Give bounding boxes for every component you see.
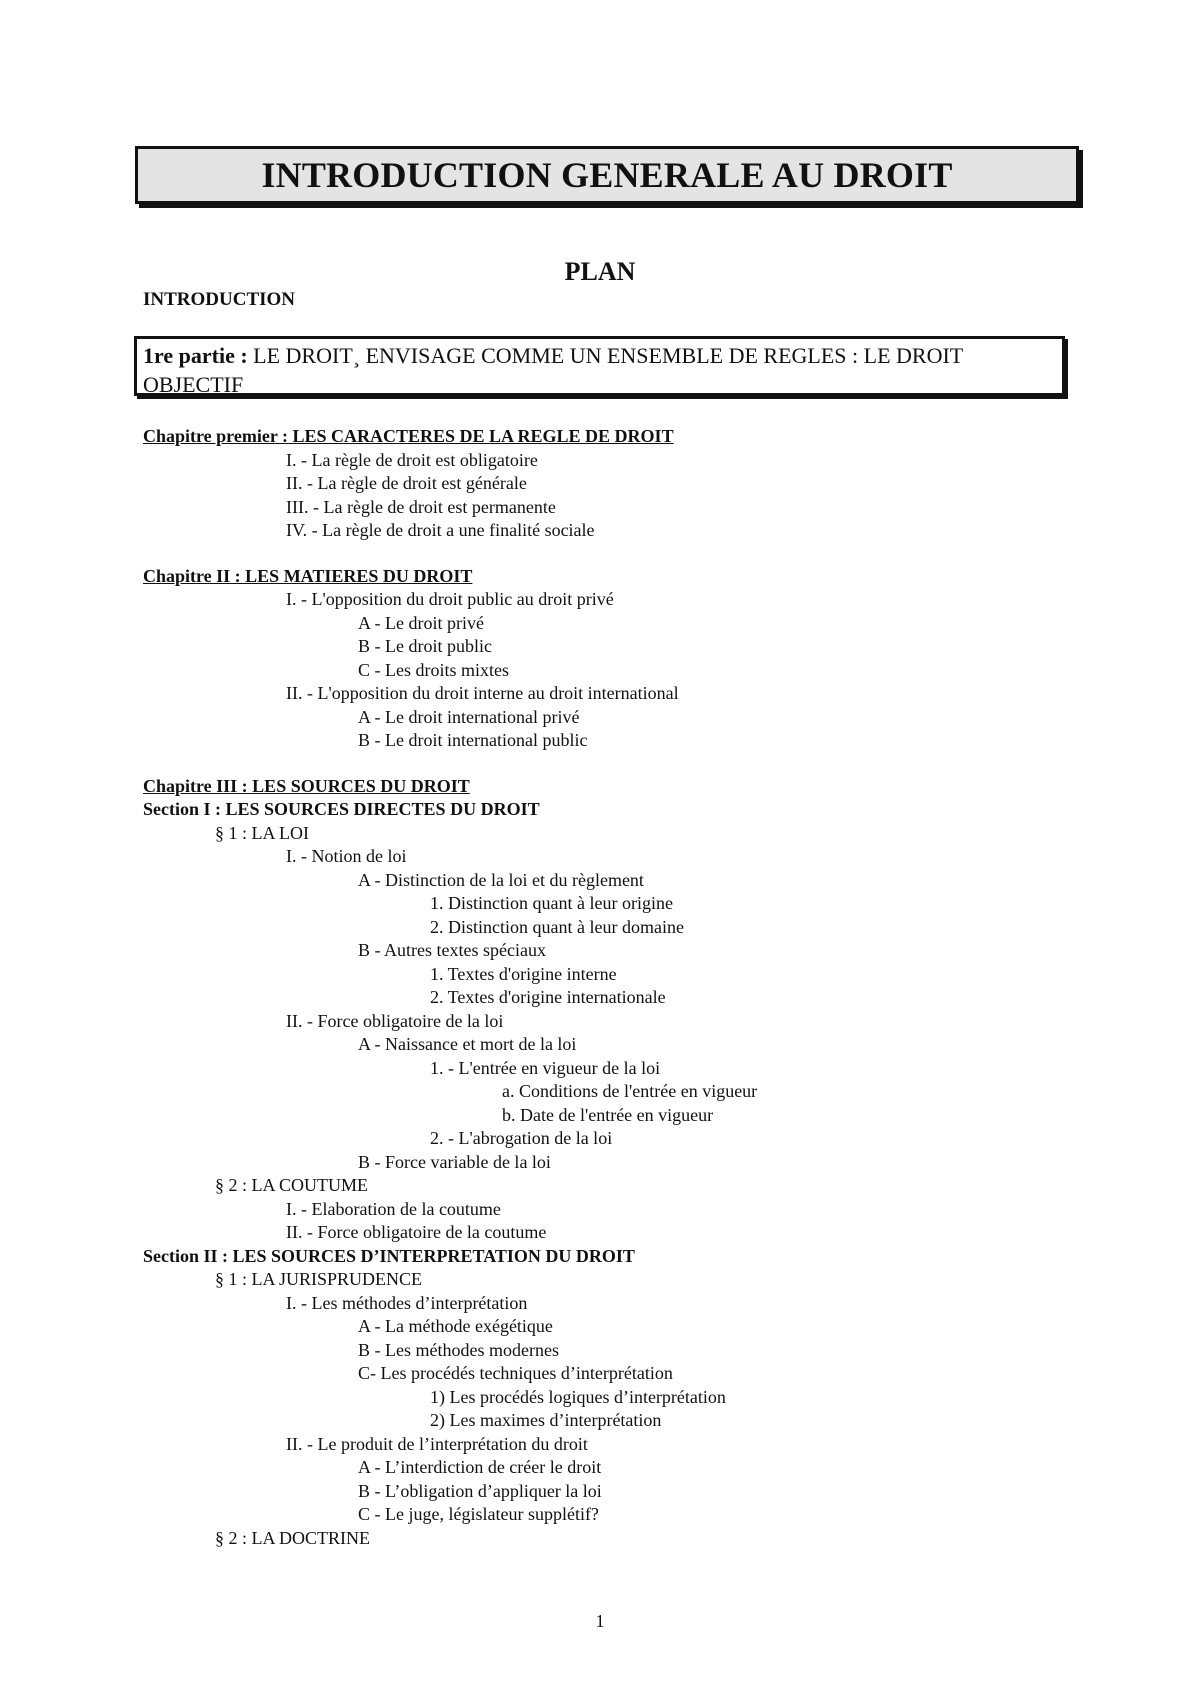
outline-item: II. - Force obligatoire de la coutume bbox=[286, 1222, 547, 1242]
outline-item: 2. - L'abrogation de la loi bbox=[430, 1128, 613, 1148]
part-heading-box bbox=[134, 336, 1065, 396]
introduction-heading: INTRODUCTION bbox=[143, 289, 296, 310]
outline-item: 1. Distinction quant à leur origine bbox=[430, 893, 673, 913]
outline-spacer bbox=[0, 543, 1200, 565]
outline-spacer bbox=[0, 753, 1200, 775]
outline-item: 1. Textes d'origine interne bbox=[430, 963, 617, 984]
outline-item: B - Le droit public bbox=[358, 636, 492, 656]
outline-item: I. - Notion de loi bbox=[286, 846, 407, 866]
outline-item: B - L’obligation d’appliquer la loi bbox=[358, 1480, 602, 1501]
outline-item: A - La méthode exégétique bbox=[358, 1316, 553, 1336]
outline-item: 2. Distinction quant à leur domaine bbox=[430, 916, 684, 937]
outline-item: II. - Le produit de l’interprétation du droit bbox=[286, 1433, 588, 1454]
outline-item: A - Naissance et mort de la loi bbox=[358, 1034, 577, 1054]
outline-item: B - Force variable de la loi bbox=[358, 1151, 551, 1172]
table-of-contents bbox=[0, 425, 1200, 1550]
outline-item: III. - La règle de droit est permanente bbox=[286, 496, 556, 517]
section-heading: Section II : LES SOURCES D’INTERPRETATION DU DROIT bbox=[143, 1245, 635, 1266]
outline-item: A - Distinction de la loi et du règlement bbox=[358, 869, 644, 890]
outline-item: 2. Textes d'origine internationale bbox=[430, 987, 666, 1007]
outline-item: B - Le droit international public bbox=[358, 730, 588, 750]
outline-item: II. - La règle de droit est générale bbox=[286, 473, 527, 493]
paragraph-heading: § 1 : LA JURISPRUDENCE bbox=[215, 1269, 423, 1289]
outline-item: C - Le juge, législateur supplétif? bbox=[358, 1504, 599, 1524]
outline-item: I. - Les méthodes d’interprétation bbox=[286, 1292, 528, 1313]
outline-item: A - Le droit privé bbox=[358, 612, 484, 633]
chapter-heading: Chapitre III : LES SOURCES DU DROIT bbox=[143, 775, 470, 796]
chapter-heading: Chapitre premier : LES CARACTERES DE LA REGLE DE DROIT bbox=[143, 426, 674, 446]
outline-item: I. - Elaboration de la coutume bbox=[286, 1198, 501, 1219]
outline-item: b. Date de l'entrée en vigueur bbox=[502, 1104, 714, 1125]
outline-item: II. - L'opposition du droit interne au droit international bbox=[286, 683, 679, 703]
plan-heading: PLAN bbox=[564, 257, 636, 286]
outline-item: A - L’interdiction de créer le droit bbox=[358, 1457, 602, 1477]
page-number: 1 bbox=[595, 1611, 605, 1631]
outline-item: 1) Les procédés logiques d’interprétation bbox=[430, 1386, 726, 1407]
part-label: 1re partie : bbox=[143, 343, 248, 368]
outline-item: A - Le droit international privé bbox=[358, 706, 580, 727]
outline-item: II. - Force obligatoire de la loi bbox=[286, 1010, 504, 1031]
document-title: INTRODUCTION GENERALE AU DROIT bbox=[261, 155, 953, 195]
part-title: LE DROIT¸ ENVISAGE COMME UN ENSEMBLE DE REGLES : LE DROIT OBJECTIF bbox=[143, 343, 963, 397]
outline-item: 2) Les maximes d’interprétation bbox=[430, 1410, 662, 1430]
outline-item: B - Les méthodes modernes bbox=[358, 1339, 559, 1360]
paragraph-heading: § 1 : LA LOI bbox=[215, 822, 309, 843]
outline-item: IV. - La règle de droit a une finalité sociale bbox=[286, 520, 595, 540]
outline-item: C - Les droits mixtes bbox=[358, 659, 509, 680]
section-heading: Section I : LES SOURCES DIRECTES DU DROIT bbox=[143, 799, 540, 819]
outline-item: 1. - L'entrée en vigueur de la loi bbox=[430, 1057, 661, 1078]
outline-item: B - Autres textes spéciaux bbox=[358, 940, 546, 960]
outline-item: I. - La règle de droit est obligatoire bbox=[286, 449, 538, 470]
chapter-heading: Chapitre II : LES MATIERES DU DROIT bbox=[143, 565, 473, 586]
document-title-box bbox=[135, 146, 1079, 204]
outline-item: I. - L'opposition du droit public au droit privé bbox=[286, 589, 614, 609]
outline-item: a. Conditions de l'entrée en vigueur bbox=[502, 1081, 758, 1101]
paragraph-heading: § 2 : LA DOCTRINE bbox=[215, 1527, 370, 1548]
paragraph-heading: § 2 : LA COUTUME bbox=[215, 1175, 368, 1195]
outline-item: C- Les procédés techniques d’interprétation bbox=[358, 1363, 673, 1383]
